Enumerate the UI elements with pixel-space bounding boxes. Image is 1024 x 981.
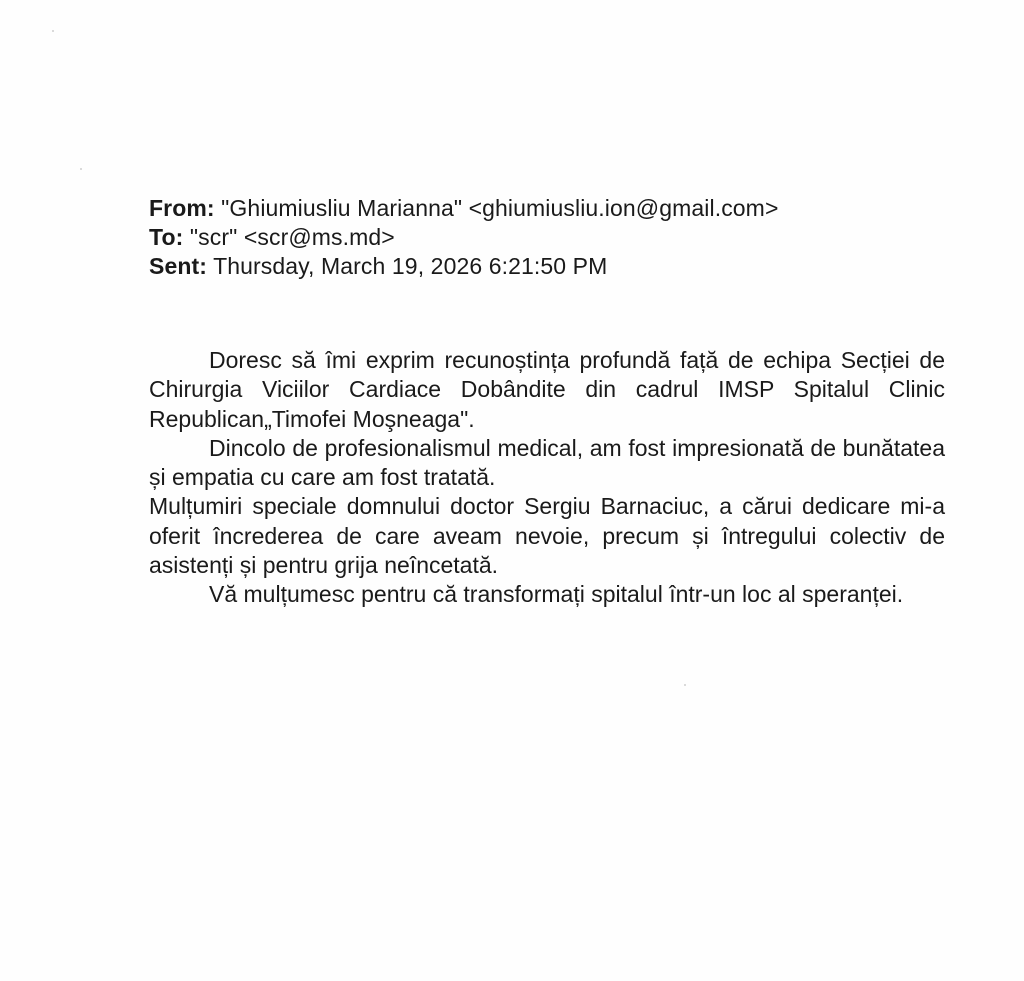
sent-value: Thursday, March 19, 2026 6:21:50 PM: [213, 253, 608, 279]
from-value: "Ghiumiusliu Marianna" <ghiumiusliu.ion@gmail.com>: [221, 195, 779, 221]
scan-speck: [684, 684, 686, 686]
paragraph-gratitude: Doresc să îmi exprim recunoștința profundă față de echipa Secției de Chirurgia Viciilor Cardiace Dobândite din cadrul IMSP Spitalul Clinic Republican„Timofei Moşneaga".: [149, 347, 945, 432]
sent-label: Sent:: [149, 253, 207, 279]
paragraph-special-thanks: Mulțumiri speciale domnului doctor Sergiu Barnaciuc, a cărui dedicare mi-a oferit încrederea de care aveam nevoie, precum și întregului colectiv de asistenți și pentru grija neîncetată.: [149, 493, 945, 579]
paragraph-closing: Vă mulțumesc pentru că transformați spitalul într-un loc al speranței.: [209, 581, 904, 608]
scan-speck: [80, 168, 82, 170]
from-line: [149, 194, 949, 223]
sent-line: [149, 252, 949, 281]
email-header: [149, 194, 949, 281]
from-label: From:: [149, 195, 215, 221]
scan-speck: [52, 30, 54, 32]
to-line: [149, 223, 949, 252]
to-value: "scr" <scr@ms.md>: [189, 224, 395, 250]
to-label: To:: [149, 224, 184, 250]
paragraph-kindness: Dincolo de profesionalismul medical, am fost impresionată de bunătatea și empatia cu care am fost tratată.: [149, 434, 945, 491]
message-body: [149, 346, 945, 610]
